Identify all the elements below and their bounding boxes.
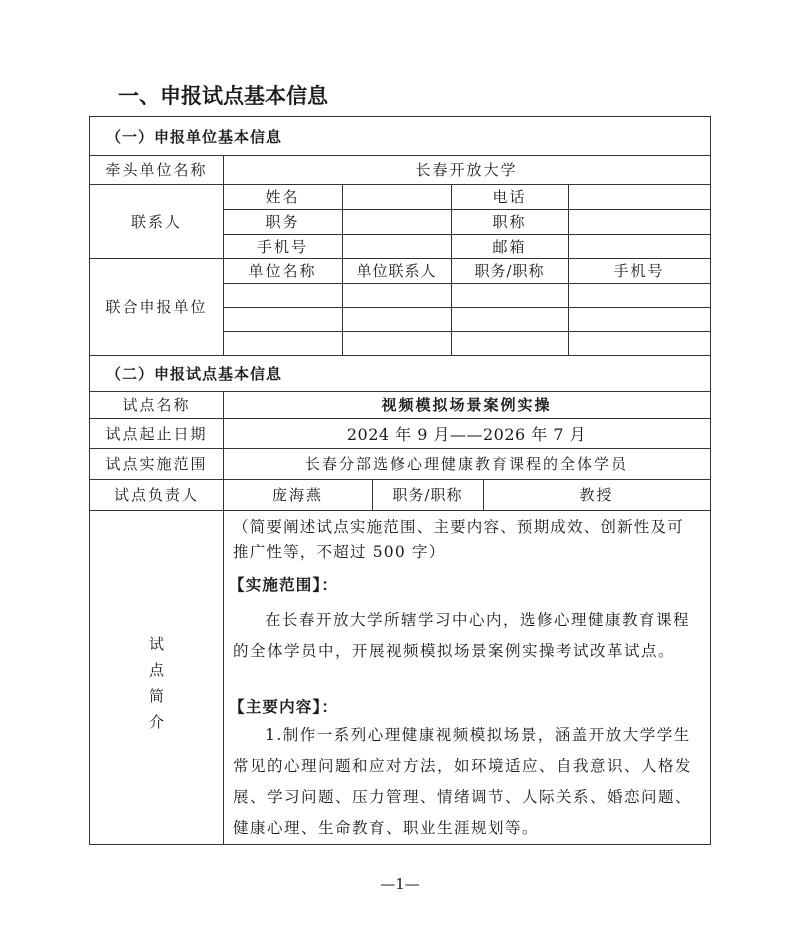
application-form-table [89,116,711,845]
pilot-name-value: 视频模拟场景案例实操 [381,396,552,414]
impl-scope-text: 在长春开放大学所辖学习中心内，选修心理健康教育课程的全体学员中，开展视频模拟场景案例实操考试改革试点。 [233,611,691,660]
row-divider [223,283,710,284]
scope-label: 试点实施范围 [105,455,208,473]
joint-header-mobile: 手机号 [613,262,665,280]
email-label: 邮箱 [492,237,527,256]
phone-label: 电话 [492,188,527,206]
impl-scope-heading: 【实施范围】： [229,576,339,594]
joint-unit-label: 联合申报单位 [105,298,208,316]
leader-title-value: 教授 [579,486,614,504]
section-heading-unit-info: （一）申报单位基本信息 [106,127,283,146]
mobile-label: 手机号 [256,237,308,256]
contact-person-label: 联系人 [130,212,182,231]
name-label: 姓名 [265,188,300,206]
leader-value: 庞海燕 [271,486,323,504]
leader-label: 试点负责人 [113,486,199,504]
row-divider [223,307,710,308]
period-label: 试点起止日期 [105,424,208,443]
section-heading-pilot-info: （二）申报试点基本信息 [106,364,283,383]
intro-hint: （简要阐述试点实施范围、主要内容、预期成效、创新性及可推广性等，不超过 500 字） [233,518,684,561]
lead-unit-value: 长春开放大学 [415,161,518,179]
pilot-name-label: 试点名称 [122,396,191,414]
page-title: 一、申报试点基本信息 [118,84,328,108]
leader-title-label: 职务/职称 [392,486,463,504]
main-content-heading: 【主要内容】： [229,698,339,716]
professional-title-label: 职称 [492,213,527,231]
joint-header-unit-contact: 单位联系人 [356,262,437,280]
page-number: —1— [380,875,420,893]
scope-value: 长春分部选修心理健康教育课程的全体学员 [304,455,628,473]
period-value: 2024 年 9 月——2026 年 7 月 [346,424,587,444]
joint-header-unit-name: 单位名称 [248,262,317,280]
main-content-text: 1.制作一系列心理健康视频模拟场景，涵盖开放大学学生常见的心理问题和应对方法，如环境适应、自我意识、人格发展、学习问题、压力管理、情绪调节、人际关系、婚恋问题、健康心理、生命教育、职业生涯规划等。 [233,726,693,837]
intro-label: 试 点 简 介 [148,635,164,731]
joint-header-position-title: 职务/职称 [474,262,545,280]
lead-unit-label: 牵头单位名称 [105,161,208,179]
row-divider [90,510,710,511]
row-divider [223,331,710,332]
position-label: 职务 [265,213,300,231]
